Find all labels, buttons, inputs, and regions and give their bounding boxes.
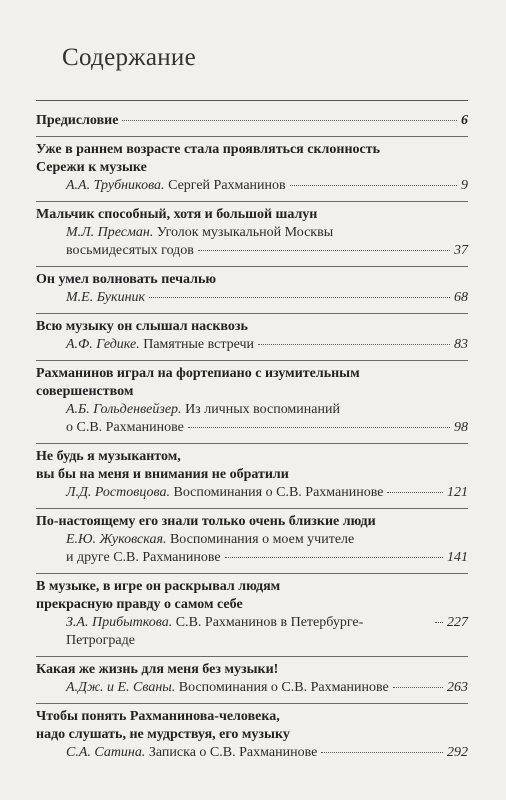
work-title: Сергей Рахманинов [168,178,286,193]
page-number: 9 [461,178,468,193]
page-title: Содержание [62,44,196,71]
page-number: 6 [461,113,468,128]
toc-source [36,744,468,762]
author-name: А.Ф. Гедике. [66,337,140,352]
toc-heading-text: Он умел волновать печалью [36,272,217,287]
toc-heading [36,448,468,466]
author-name: С.А. Сатина. [66,745,146,760]
leader-dots [149,296,450,298]
page-number: 37 [454,243,468,258]
toc-heading [36,365,468,383]
toc-heading [36,271,468,289]
author-name: А.А. Трубникова. [66,178,165,193]
toc-heading-text: совершенством [36,384,134,399]
toc-entry [36,574,468,657]
author-name: З.А. Прибыткова. [66,615,173,630]
toc-heading [36,112,468,130]
leader-dots [393,686,443,688]
leader-dots [321,751,443,753]
toc-source [36,419,468,437]
author-name: А.Дж. и Е. Сваны. [66,680,176,695]
toc-heading [36,596,468,614]
author-name: М.Е. Букиник [66,290,146,305]
work-title: и друге С.В. Рахманинове [66,550,221,565]
toc-entry [36,202,468,267]
page-number: 83 [454,337,468,352]
work-title: Уголок музыкальной Москвы [156,225,334,240]
toc-heading-text: надо слушать, не мудрствуя, его музыку [36,727,290,742]
toc-heading [36,466,468,484]
leader-dots [435,621,443,623]
toc-heading [36,708,468,726]
toc-heading-text: Сережи к музыке [36,160,147,175]
toc-heading [36,661,468,679]
page-number: 121 [447,485,468,500]
page-number: 292 [447,745,468,760]
toc-heading [36,141,468,159]
leader-dots [122,119,457,121]
page-number: 68 [454,290,468,305]
toc-source [36,679,468,697]
toc-heading [36,318,468,336]
toc-source [36,224,468,242]
author-name: Е.Ю. Жуковская. [66,532,167,547]
toc-heading [36,578,468,596]
toc-heading [36,383,468,401]
toc-source [36,484,468,502]
toc-heading-text: Уже в раннем возрасте стала проявляться склонность [36,142,381,157]
toc-entry [36,444,468,509]
toc-heading-text: Рахманинов играл на фортепиано с изумительным [36,366,360,381]
leader-dots [387,491,443,493]
leader-dots [258,343,450,345]
toc-source [36,336,468,354]
leader-dots [290,184,457,186]
page-number: 141 [447,550,468,565]
toc-source [36,177,468,195]
toc-entry [36,314,468,361]
toc-entry [36,509,468,574]
toc-entry [36,267,468,314]
author-name: А.Б. Гольденвейзер. [66,402,182,417]
toc-heading-text: В музыке, в игре он раскрывал людям [36,579,281,594]
toc-heading [36,726,468,744]
toc-heading-text: Предисловие [36,113,119,128]
page-number: 263 [447,680,468,695]
page-number: 227 [447,615,468,630]
toc-heading-text: Чтобы понять Рахманинова-человека, [36,709,280,724]
work-title: Воспоминания о С.В. Рахманинове [178,680,389,695]
toc-source [36,289,468,307]
page-number: 98 [454,420,468,435]
work-title: о С.В. Рахманинове [66,420,184,435]
toc-heading-text: Всю музыку он слышал насквозь [36,319,248,334]
author-name: Л.Д. Ростовцова. [66,485,170,500]
leader-dots [188,426,450,428]
toc-source [36,401,468,419]
toc-heading-text: Мальчик способный, хотя и большой шалун [36,207,318,222]
work-title: восьмидесятых годов [66,243,194,258]
toc-entry [36,657,468,704]
toc-heading-text: Какая же жизнь для меня без музыки! [36,662,279,677]
toc-heading-text: прекрасную правду о самом себе [36,597,243,612]
work-title: Воспоминания о С.В. Рахманинове [173,485,384,500]
toc-heading-text: Не будь я музыкантом, [36,449,181,464]
toc-source [36,549,468,567]
toc-entry [36,361,468,444]
toc-heading [36,513,468,531]
work-title: Воспоминания о моем учителе [169,532,355,547]
toc-heading [36,206,468,224]
toc-heading-text: По-настоящему его знали только очень близкие люди [36,514,376,529]
toc-entry [36,704,468,768]
toc-entry [36,137,468,202]
leader-dots [198,249,450,251]
toc-entry [36,108,468,137]
toc-source [36,242,468,260]
work-title: Записка о С.В. Рахманинове [148,745,318,760]
author-name: М.Л. Пресман. [66,225,154,240]
leader-dots [225,556,443,558]
toc-heading [36,159,468,177]
work-title: Из личных воспоминаний [185,402,340,417]
toc-source [36,531,468,549]
work-title: С.В. Рахманинов в Петербурге-Петрограде [66,615,364,648]
toc-heading-text: вы бы на меня и внимания не обратили [36,467,289,482]
table-of-contents [36,108,468,768]
toc-source [36,614,468,650]
top-divider [36,100,468,101]
work-title: Памятные встречи [143,337,255,352]
